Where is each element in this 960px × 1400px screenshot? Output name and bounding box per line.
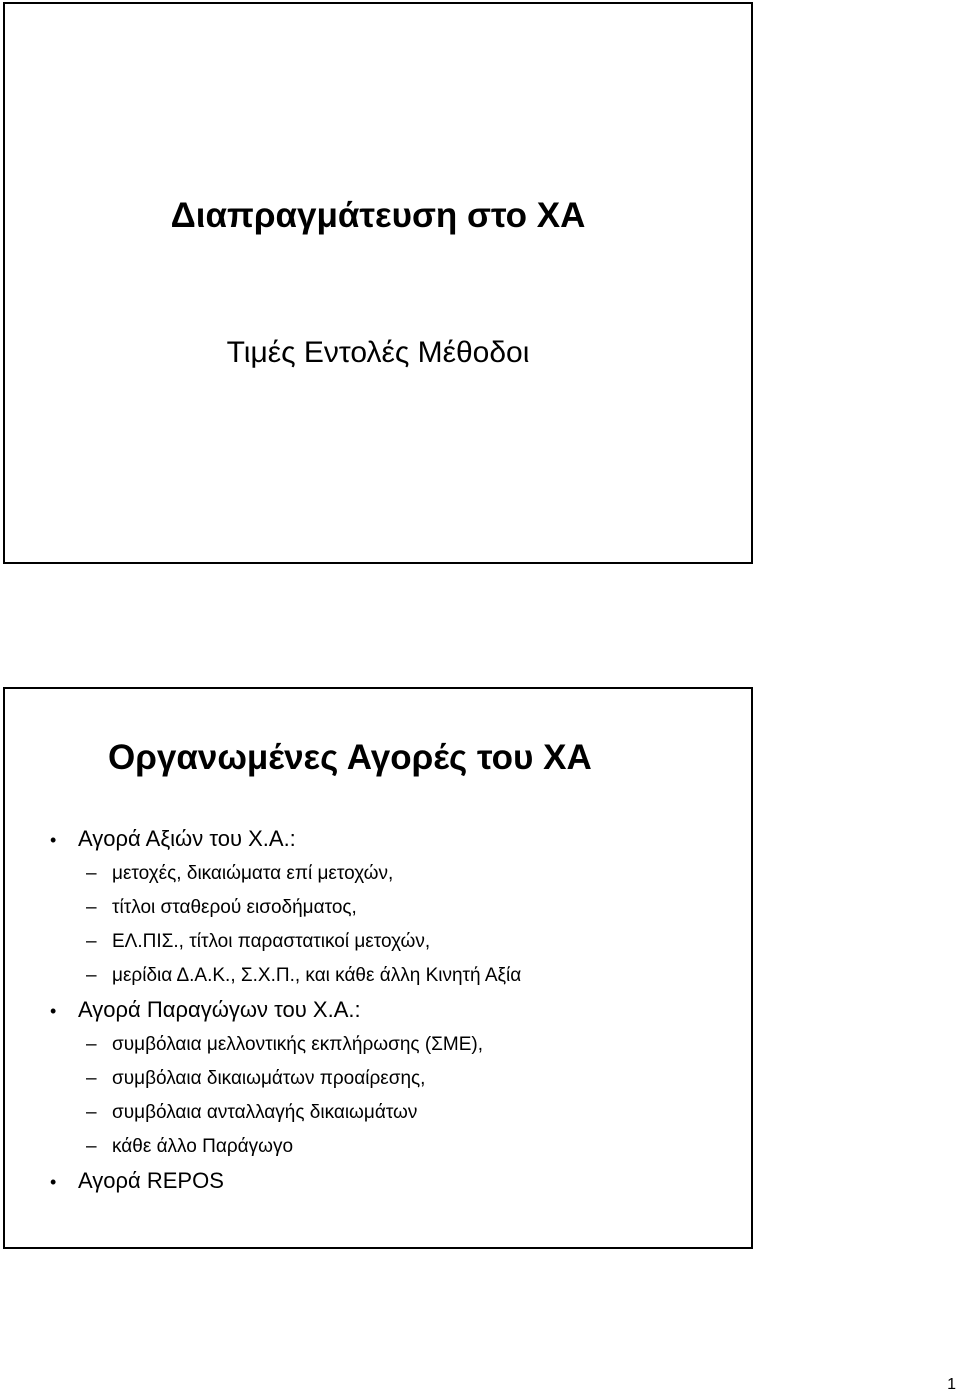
list-item-text: συμβόλαια μελλοντικής εκπλήρωσης (ΣΜΕ), — [112, 1034, 484, 1055]
slide-1 — [3, 2, 753, 564]
section-heading — [50, 822, 740, 857]
dash-icon: – — [86, 1102, 97, 1123]
slide-2 — [3, 687, 753, 1249]
list-item — [50, 857, 740, 891]
section-heading-text: Αγορά REPOS — [78, 1168, 224, 1193]
bullet-icon: • — [50, 1001, 57, 1021]
bullet-icon: • — [50, 830, 57, 850]
section-heading — [50, 1164, 740, 1199]
dash-icon: – — [86, 965, 97, 986]
slide-1-title: Διαπραγμάτευση στο ΧΑ — [170, 196, 586, 235]
dash-icon: – — [86, 897, 97, 918]
section-heading-text: Αγορά Παραγώγων του Χ.Α.: — [78, 997, 361, 1022]
list-item — [50, 1096, 740, 1130]
page-number: 1 — [947, 1376, 956, 1393]
slide-1-subtitle: Τιμές Εντολές Μέθοδοι — [226, 336, 530, 369]
dash-icon: – — [86, 1136, 97, 1157]
list-item — [50, 891, 740, 925]
dash-icon: – — [86, 1068, 97, 1089]
section-heading — [50, 993, 740, 1028]
list-item-text: ΕΛ.ΠΙΣ., τίτλοι παραστατικοί μετοχών, — [112, 931, 431, 952]
list-item-text: συμβόλαια ανταλλαγής δικαιωμάτων — [112, 1102, 418, 1123]
list-item — [50, 925, 740, 959]
list-item — [50, 1130, 740, 1164]
list-item-text: μετοχές, δικαιώματα επί μετοχών, — [112, 863, 394, 884]
section-heading-text: Αγορά Αξιών του Χ.Α.: — [78, 826, 296, 851]
list-item — [50, 1028, 740, 1062]
dash-icon: – — [86, 863, 97, 884]
slide-2-outline — [50, 822, 740, 1199]
list-item-text: τίτλοι σταθερού εισοδήματος, — [112, 897, 357, 918]
dash-icon: – — [86, 931, 97, 952]
list-item-text: μερίδια Δ.Α.Κ., Σ.Χ.Π., και κάθε άλλη Κινητή Αξία — [112, 965, 522, 986]
bullet-icon: • — [50, 1172, 57, 1192]
slide-2-title: Οργανωμένες Αγορές του ΧΑ — [108, 738, 592, 777]
list-item-text: συμβόλαια δικαιωμάτων προαίρεσης, — [112, 1068, 426, 1089]
list-item — [50, 1062, 740, 1096]
dash-icon: – — [86, 1034, 97, 1055]
list-item — [50, 959, 740, 993]
list-item-text: κάθε άλλο Παράγωγο — [112, 1136, 294, 1157]
